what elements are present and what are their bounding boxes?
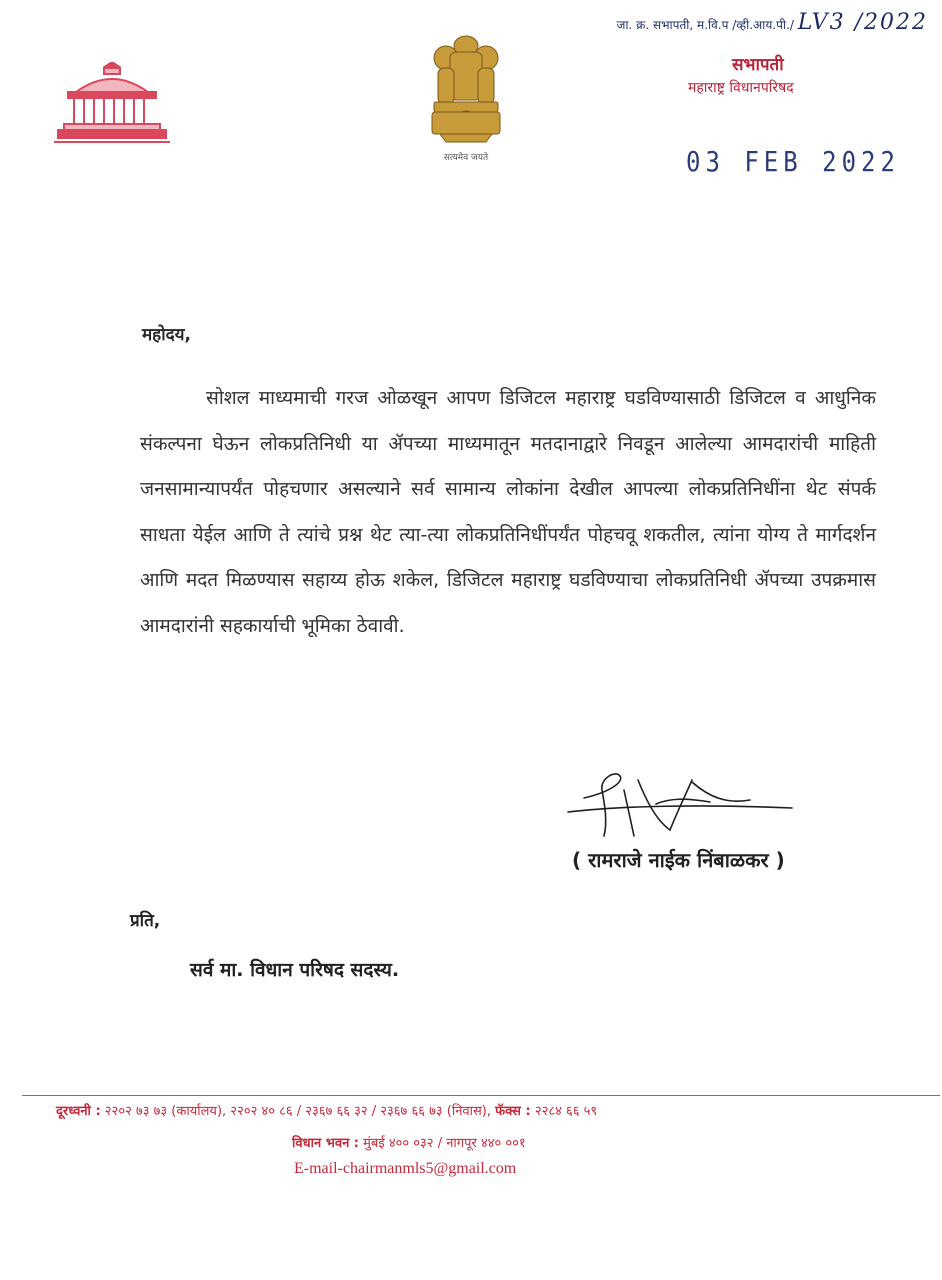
date-stamp: 03 FEB 2022 [686,145,900,179]
reference-prefix: जा. क्र. सभापती, म.वि.प /व्ही.आय.पी./ [616,18,794,32]
reference-number [617,10,929,35]
lion-capital-emblem-icon [420,32,512,144]
office-title: सभापती [732,55,784,75]
to-label: प्रति, [130,911,161,931]
phone-numbers: २२०२ ७३ ७३ (कार्यालय), २२०२ ४० ८६ / २३६७ ६६ ३२ / २३६७ ६६ ७३ (निवास), [104,1104,491,1119]
vidhan-bhavan-logo-icon [54,62,170,146]
footer-divider [22,1095,940,1096]
emblem-motto: सत्यमेव जयते [443,153,489,163]
address: मुंबई ४०० ०३२ / नागपूर ४४० ००१ [363,1136,526,1151]
salutation: महोदय, [142,325,191,345]
footer-contact-line [56,1101,597,1119]
reference-handwritten-number: LV3 /2022 [797,10,928,35]
fax-label: फॅक्स : [495,1104,531,1119]
office-subtitle: महाराष्ट्र विधानपरिषद [688,80,794,96]
handwritten-signature-icon [560,770,800,850]
national-emblem [420,32,512,164]
letter-body: सोशल माध्यमाची गरज ओळखून आपण डिजिटल महाराष्ट्र घडविण्यासाठी डिजिटल व आधुनिक संकल्पना घेऊन लोकप्रतिनिधी या ॲपच्या माध्यमातून मतदानाद्वारे निवडून आलेल्या आमदारांची माहिती जनसामान्यापर्यंत पोहचणार असल्याने सर्व सामान्य लोकांना देखील आपल्या लोकप्रतिनिधींना थेट संपर्क साधता येईल आणि ते त्यांचे प्रश्न थेट त्या-त्या लोकप्रतिनिधींपर्यंत पोहचवू शकतील, त्यांना योग्य ते मार्गदर्शन आणि मदत मिळण्यास सहाय्य होऊ शकेल, डिजिटल महाराष्ट्र घडविण्याचा लोकप्रतिनिधी ॲपच्या उपक्रमास आमदारांनी सहकार्याची भूमिका ठेवावी. [140,387,876,637]
fax-number: २२८४ ६६ ५९ [534,1104,598,1119]
signatory-name: ( रामराजे नाईक निंबाळकर ) [572,848,785,872]
footer-address-line [292,1133,526,1151]
recipient: सर्व मा. विधान परिषद सदस्य. [190,959,400,981]
footer-email: E-mail-chairmanmls5@gmail.com [294,1160,517,1177]
phone-label: दूरध्वनी : [56,1104,101,1119]
address-label: विधान भवन : [292,1136,360,1151]
